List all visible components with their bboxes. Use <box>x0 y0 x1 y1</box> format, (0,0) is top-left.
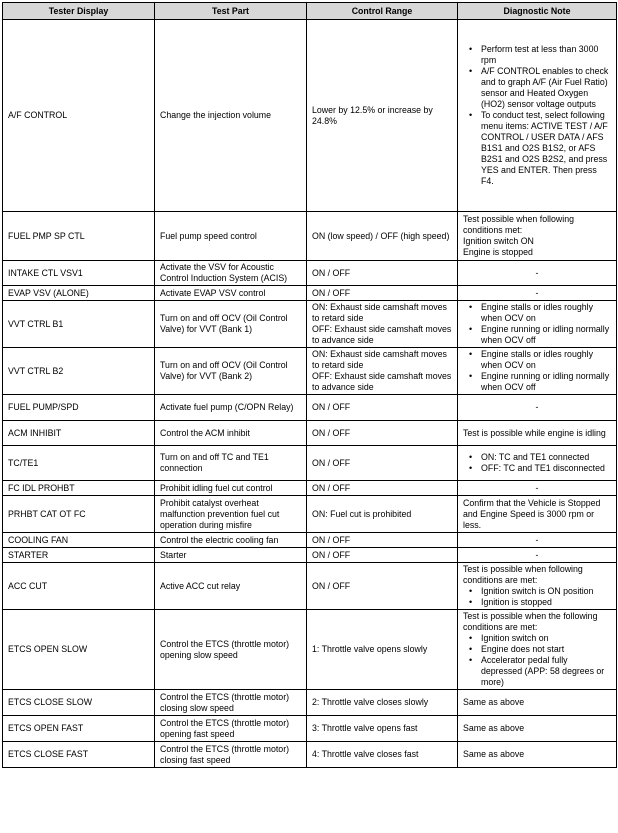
control-range-line: OFF: Exhaust side camshaft moves to advance side <box>312 324 452 345</box>
control-range-cell <box>307 481 458 496</box>
control-range-line: ON / OFF <box>312 534 351 545</box>
test-part-cell: Control the electric cooling fan <box>155 533 307 548</box>
control-range-cell <box>307 446 458 481</box>
note-bullet-item: • Engine stalls or idles roughly when OCV on <box>481 302 611 324</box>
table-row <box>3 348 617 395</box>
control-range-cell <box>307 348 458 395</box>
control-range-line: 1: Throttle valve opens slowly <box>312 644 428 654</box>
note-bullet-item: • To conduct test, select following menu items: ACTIVE TEST / A/F CONTROL / USER DATA / AFS B1S1 and O2S B1S2, or AFS B2S1 and O2S B2S2, and press YES and ENTER. Then press F4. <box>481 110 611 187</box>
table-row <box>3 610 617 690</box>
control-range-line: ON / OFF <box>312 287 351 298</box>
diagnostic-note-cell <box>458 20 617 212</box>
test-part-cell: Prohibit idling fuel cut control <box>155 481 307 496</box>
test-part-cell: Control the ETCS (throttle motor) closing slow speed <box>155 690 307 716</box>
note-line: Test possible when following conditions met: <box>463 214 575 235</box>
note-line: Engine is stopped <box>463 247 533 257</box>
header-diagnostic-note: Diagnostic Note <box>458 3 617 20</box>
control-range-cell <box>307 496 458 533</box>
tester-display-cell: TC/TE1 <box>3 446 155 481</box>
header-control-range: Control Range <box>307 3 458 20</box>
control-range-line: 3: Throttle valve opens fast <box>312 723 418 733</box>
control-range-line: ON / OFF <box>312 457 351 468</box>
note-bullet-item: • A/F CONTROL enables to check and to graph A/F (Air Fuel Ratio) sensor and Heated Oxygen (HO2) sensor voltage outputs <box>481 66 611 110</box>
note-line: Same as above <box>463 723 525 733</box>
note-dash: - <box>535 267 539 278</box>
test-part-cell: Prohibit catalyst overheat malfunction prevention fuel cut operation during misfire <box>155 496 307 533</box>
note-dash: - <box>535 549 539 560</box>
diagnostic-note-cell <box>458 261 617 286</box>
diagnostic-note-cell <box>458 212 617 261</box>
diagnostic-note-cell <box>458 610 617 690</box>
note-bullet-list <box>463 44 611 187</box>
diagnostic-note-cell <box>458 716 617 742</box>
table-body <box>3 20 617 768</box>
tester-display-cell: ETCS CLOSE SLOW <box>3 690 155 716</box>
diagnostic-note-cell <box>458 690 617 716</box>
note-line: Test is possible when following conditions are met: <box>463 564 583 585</box>
header-tester-display: Tester Display <box>3 3 155 20</box>
test-part-cell: Turn on and off OCV (Oil Control Valve) for VVT (Bank 2) <box>155 348 307 395</box>
note-dash: - <box>535 534 539 545</box>
note-bullet-item: • Ignition switch on <box>481 633 611 644</box>
table-row <box>3 548 617 563</box>
table-row <box>3 212 617 261</box>
tester-display-cell: INTAKE CTL VSV1 <box>3 261 155 286</box>
table-row <box>3 261 617 286</box>
tester-display-cell: EVAP VSV (ALONE) <box>3 286 155 301</box>
test-part-cell: Activate fuel pump (C/OPN Relay) <box>155 395 307 421</box>
control-range-line: ON (low speed) / OFF (high speed) <box>312 230 450 241</box>
diagnostic-note-cell <box>458 301 617 348</box>
control-range-line: ON / OFF <box>312 549 351 560</box>
table-row <box>3 301 617 348</box>
header-row <box>3 3 617 20</box>
tester-display-cell: ETCS OPEN FAST <box>3 716 155 742</box>
control-range-cell <box>307 742 458 768</box>
tester-display-cell: ETCS CLOSE FAST <box>3 742 155 768</box>
tester-display-cell: COOLING FAN <box>3 533 155 548</box>
test-part-cell: Control the ACM inhibit <box>155 421 307 446</box>
note-bullet-list <box>463 302 611 346</box>
diagnostic-note-cell <box>458 563 617 610</box>
note-line: Confirm that the Vehicle is Stopped and Engine Speed is 3000 rpm or less. <box>463 497 601 530</box>
diagnostic-note-cell <box>458 286 617 301</box>
test-part-cell: Turn on and off OCV (Oil Control Valve) for VVT (Bank 1) <box>155 301 307 348</box>
test-part-cell: Fuel pump speed control <box>155 212 307 261</box>
note-line: Same as above <box>463 697 525 707</box>
control-range-cell <box>307 421 458 446</box>
test-part-cell: Activate the VSV for Acoustic Control Induction System (ACIS) <box>155 261 307 286</box>
diagnostic-note-cell <box>458 496 617 533</box>
control-range-line: ON / OFF <box>312 482 351 493</box>
note-dash: - <box>535 287 539 298</box>
control-range-cell <box>307 20 458 212</box>
tester-display-cell: ACM INHIBIT <box>3 421 155 446</box>
tester-display-cell: VVT CTRL B2 <box>3 348 155 395</box>
note-bullet-item: • ON: TC and TE1 connected <box>481 452 611 463</box>
note-line: Ignition switch ON <box>463 236 534 246</box>
test-part-cell: Control the ETCS (throttle motor) opening slow speed <box>155 610 307 690</box>
note-bullet-item: • Ignition switch is ON position <box>481 586 611 597</box>
tester-display-cell: VVT CTRL B1 <box>3 301 155 348</box>
test-part-cell: Starter <box>155 548 307 563</box>
table-row <box>3 286 617 301</box>
tester-display-cell: STARTER <box>3 548 155 563</box>
test-part-cell: Active ACC cut relay <box>155 563 307 610</box>
test-part-cell: Change the injection volume <box>155 20 307 212</box>
note-bullet-item: • Ignition is stopped <box>481 597 611 608</box>
note-bullet-item: • Engine stalls or idles roughly when OCV on <box>481 349 611 371</box>
table-row <box>3 690 617 716</box>
control-range-line: ON / OFF <box>312 402 351 412</box>
table-row <box>3 716 617 742</box>
note-line: Test is possible while engine is idling <box>463 427 606 438</box>
table-row <box>3 395 617 421</box>
control-range-line: ON / OFF <box>312 580 351 591</box>
note-bullet-item: • Perform test at less than 3000 rpm <box>481 44 611 66</box>
tester-display-cell: FUEL PMP SP CTL <box>3 212 155 261</box>
diagnostic-note-cell <box>458 446 617 481</box>
note-bullet-item: • Accelerator pedal fully depressed (APP: 58 degrees or more) <box>481 655 611 688</box>
control-range-cell <box>307 716 458 742</box>
control-range-line: OFF: Exhaust side camshaft moves to advance side <box>312 371 452 392</box>
control-range-cell <box>307 261 458 286</box>
control-range-line: ON: Fuel cut is prohibited <box>312 508 412 519</box>
table-row <box>3 481 617 496</box>
tester-display-cell: ACC CUT <box>3 563 155 610</box>
diagnostic-note-cell <box>458 481 617 496</box>
control-range-cell <box>307 286 458 301</box>
control-range-cell <box>307 610 458 690</box>
tester-display-cell: A/F CONTROL <box>3 20 155 212</box>
test-part-cell: Control the ETCS (throttle motor) opening fast speed <box>155 716 307 742</box>
note-bullet-list <box>463 633 611 688</box>
control-range-line: ON / OFF <box>312 267 351 278</box>
table-row <box>3 496 617 533</box>
note-dash: - <box>535 402 539 412</box>
tester-display-cell: FUEL PUMP/SPD <box>3 395 155 421</box>
test-part-cell: Control the ETCS (throttle motor) closing fast speed <box>155 742 307 768</box>
table-row <box>3 446 617 481</box>
control-range-line: 2: Throttle valve closes slowly <box>312 697 429 707</box>
test-part-cell: Activate EVAP VSV control <box>155 286 307 301</box>
diagnostic-note-cell <box>458 395 617 421</box>
control-range-line: Lower by 12.5% or increase by 24.8% <box>312 104 433 126</box>
table-row <box>3 742 617 768</box>
table-row <box>3 20 617 212</box>
header-test-part: Test Part <box>155 3 307 20</box>
diagnostic-note-cell <box>458 742 617 768</box>
control-range-cell <box>307 548 458 563</box>
control-range-cell <box>307 563 458 610</box>
note-dash: - <box>535 482 539 493</box>
tester-display-cell: FC IDL PROHBT <box>3 481 155 496</box>
diagnostic-note-cell <box>458 548 617 563</box>
table-row <box>3 533 617 548</box>
diagnostic-note-cell <box>458 348 617 395</box>
note-line: Test is possible when the following conditions are met: <box>463 611 598 632</box>
tester-display-cell: PRHBT CAT OT FC <box>3 496 155 533</box>
control-range-cell <box>307 690 458 716</box>
note-bullet-list <box>463 349 611 393</box>
control-range-line: ON: Exhaust side camshaft moves to retard side <box>312 302 447 323</box>
control-range-cell <box>307 395 458 421</box>
table-row <box>3 421 617 446</box>
control-range-cell <box>307 212 458 261</box>
note-bullet-item: • Engine does not start <box>481 644 611 655</box>
tester-display-cell: ETCS OPEN SLOW <box>3 610 155 690</box>
note-bullet-list <box>463 586 611 608</box>
control-range-cell <box>307 533 458 548</box>
test-part-cell: Turn on and off TC and TE1 connection <box>155 446 307 481</box>
active-test-table <box>2 2 617 768</box>
control-range-line: ON / OFF <box>312 427 351 438</box>
diagnostic-note-cell <box>458 533 617 548</box>
note-bullet-item: • Engine running or idling normally when OCV off <box>481 371 611 393</box>
diagnostic-note-cell <box>458 421 617 446</box>
note-bullet-item: • OFF: TC and TE1 disconnected <box>481 463 611 474</box>
note-line: Same as above <box>463 749 525 759</box>
table-row <box>3 563 617 610</box>
control-range-line: ON: Exhaust side camshaft moves to retard side <box>312 349 447 370</box>
control-range-line: 4: Throttle valve closes fast <box>312 749 419 759</box>
note-bullet-item: • Engine running or idling normally when OCV off <box>481 324 611 346</box>
control-range-cell <box>307 301 458 348</box>
note-bullet-list <box>463 452 611 474</box>
